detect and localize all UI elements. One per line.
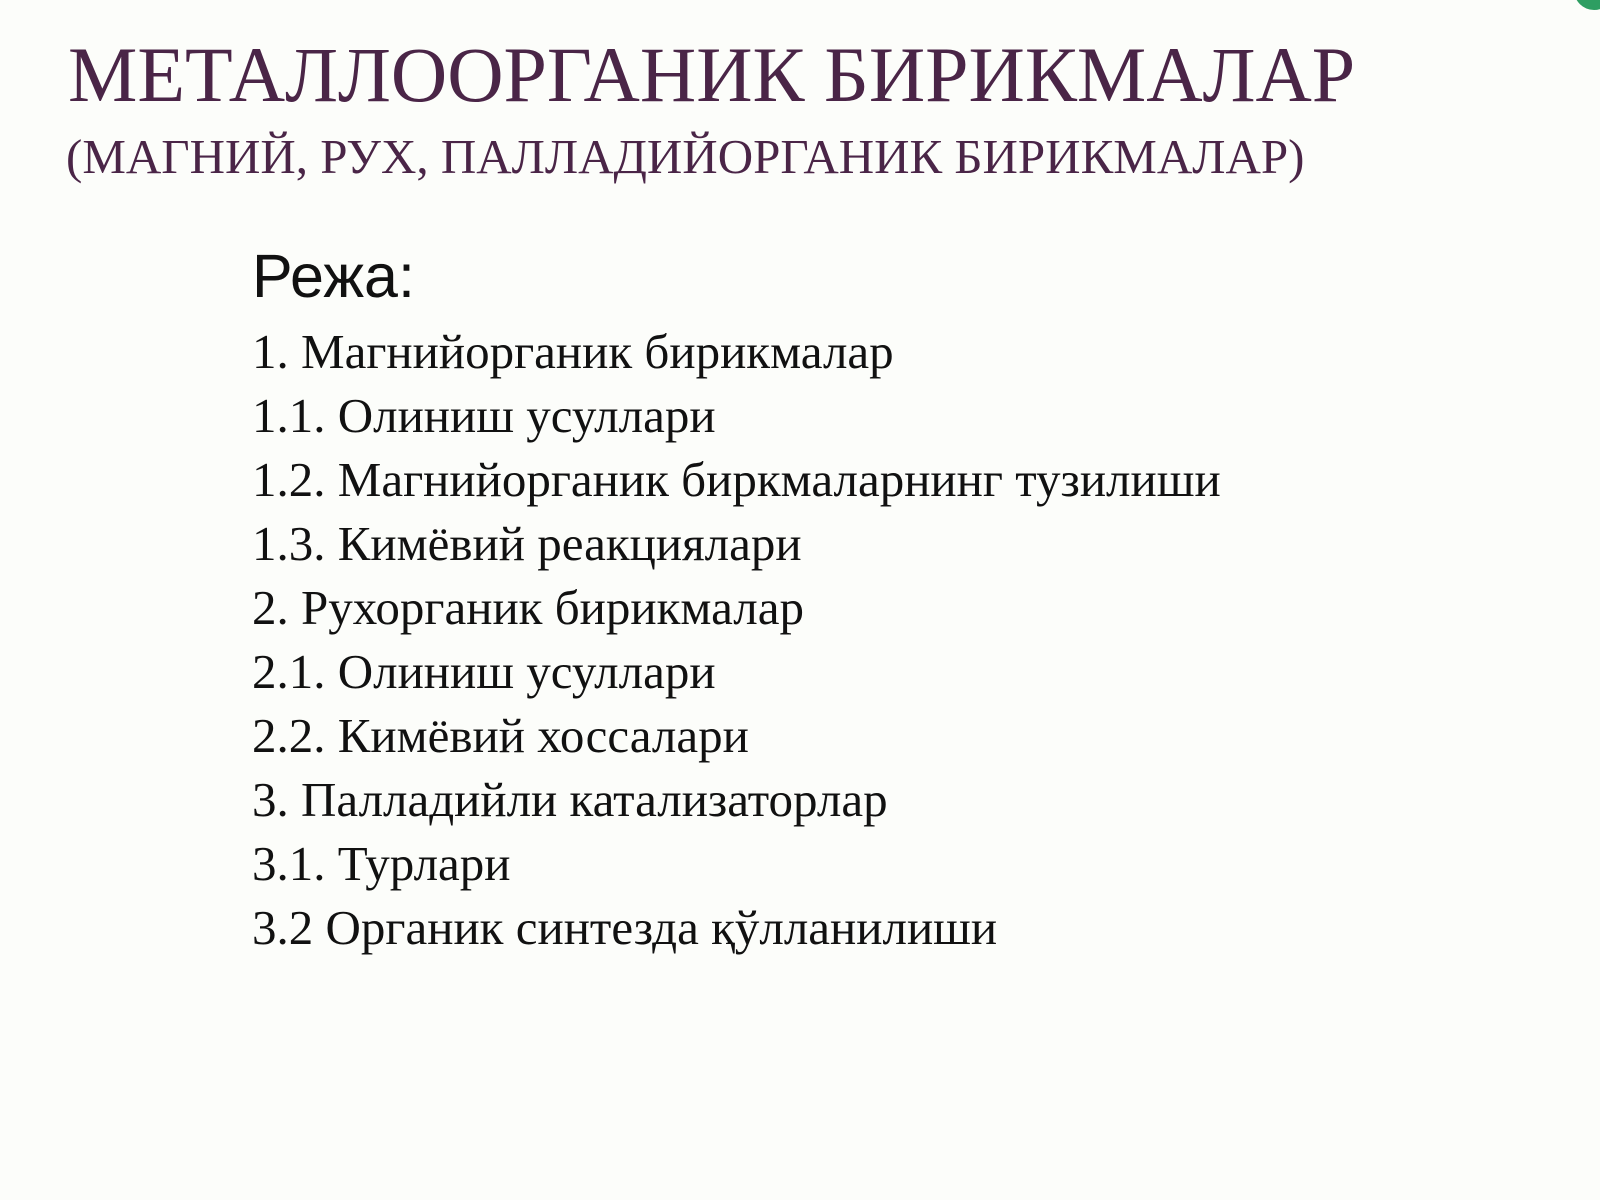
plan-item: 1.3. Кимёвий реакциялари [252, 516, 802, 571]
plan-item: 3.2 Органик синтезда қўлланилиши [252, 900, 998, 955]
plan-item: 1. Магнийорганик бирикмалар [252, 324, 894, 379]
plan-item: 2.1. Олиниш усуллари [252, 644, 716, 699]
plan-section [252, 240, 1552, 960]
slide-subtitle: (МАГНИЙ, РУХ, ПАЛЛАДИЙОРГАНИК БИРИКМАЛАР) [66, 129, 1305, 184]
plan-item: 1.2. Магнийорганик биркмаларнинг тузилиши [252, 452, 1221, 507]
plan-item: 3. Палладийли катализаторлар [252, 772, 888, 827]
plan-item: 2. Рухорганик бирикмалар [252, 580, 804, 635]
plan-list [252, 320, 1552, 960]
plan-item: 2.2. Кимёвий хоссалари [252, 708, 749, 763]
corner-accent-shape [1574, 0, 1600, 10]
slide-title: МЕТАЛЛООРГАНИК БИРИКМАЛАР [68, 31, 1356, 118]
plan-item: 1.1. Олиниш усуллари [252, 388, 716, 443]
plan-heading: Режа: [252, 242, 415, 310]
plan-item: 3.1. Турлари [252, 836, 511, 891]
